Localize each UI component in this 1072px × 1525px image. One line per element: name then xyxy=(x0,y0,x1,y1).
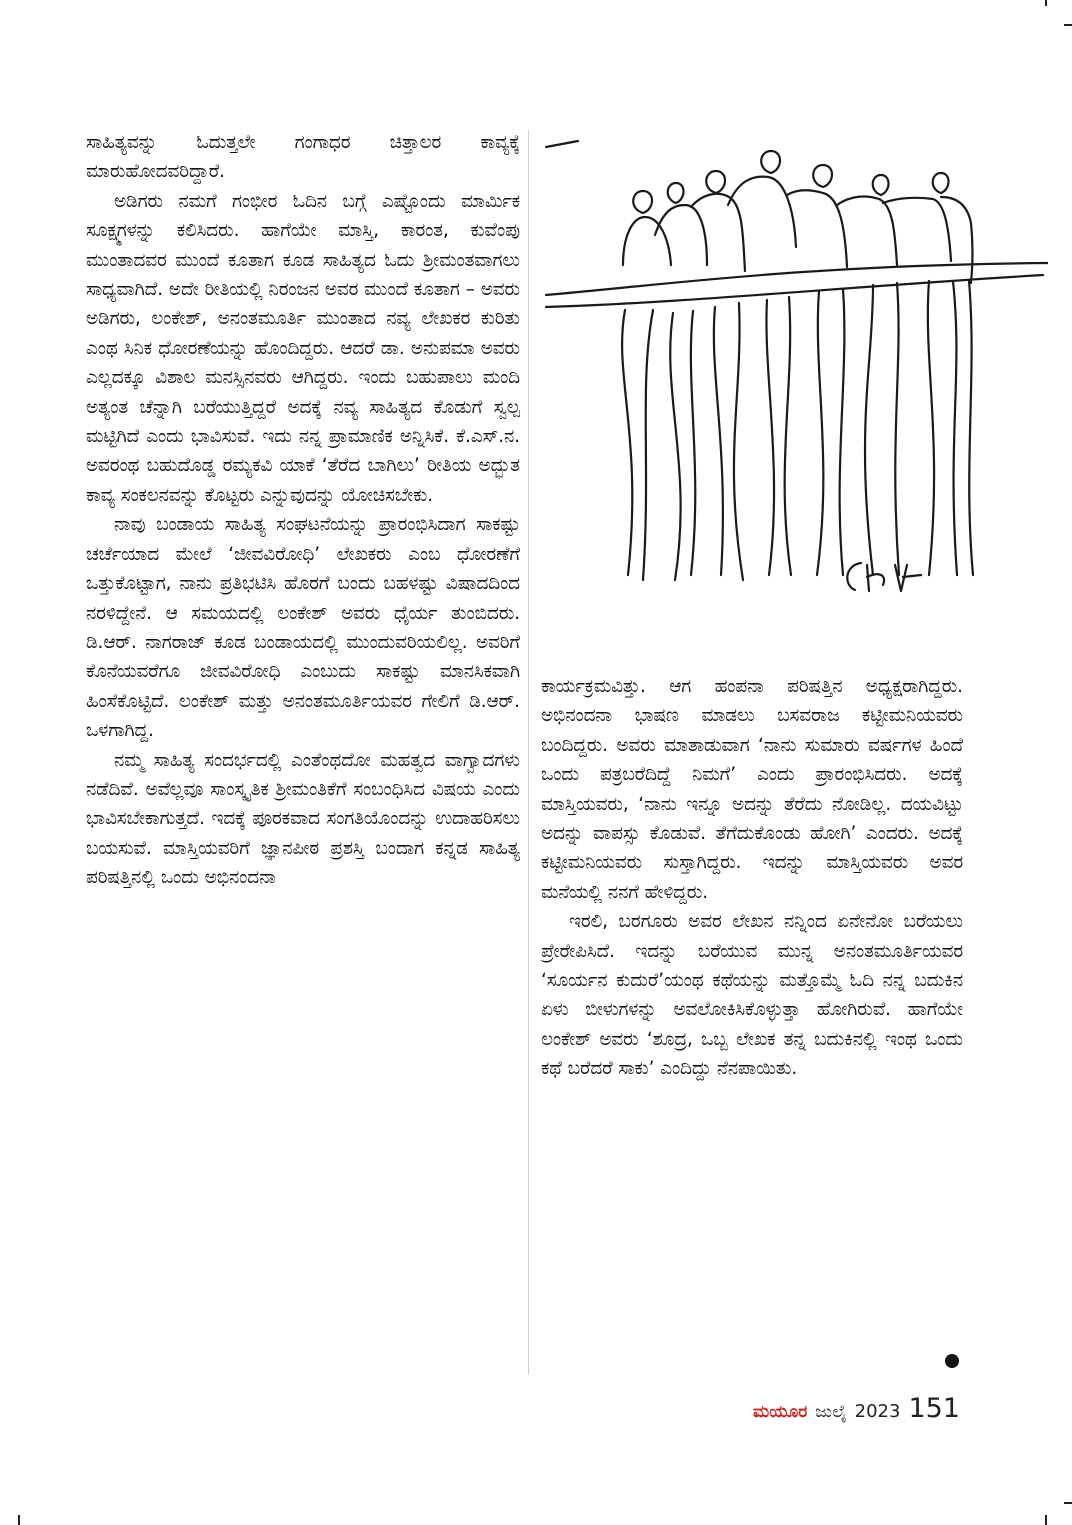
paragraph: ಕಾರ್ಯಕ್ರಮವಿತ್ತು. ಆಗ ಹಂಪನಾ ಪರಿಷತ್ತಿನ ಅಧ್ಯಕ್ಷರಾಗಿದ್ದರು. ಅಭಿನಂದನಾ ಭಾಷಣ ಮಾಡಲು ಬಸವರಾಜ ಕಟ್ಟೀಮನಿಯವರು ಬಂದಿದ್ದರು. ಅವರು ಮಾತಾಡುವಾಗ ‘ನಾನು ಸುಮಾರು ವರ್ಷಗಳ ಹಿಂದೆ ಒಂದು ಪತ್ರಬರೆದಿದ್ದೆ ನಿಮಗೆ’ ಎಂದು ಪ್ರಾರಂಭಿಸಿದರು. ಅದಕ್ಕೆ ಮಾಸ್ತಿಯವರು, ‘ನಾನು ಇನ್ನೂ ಅದನ್ನು ತೆರೆದು ನೋಡಿಲ್ಲ. ದಯವಿಟ್ಟು ಅದನ್ನು ವಾಪಸ್ಸು ಕೊಡುವೆ. ತೆಗೆದುಕೊಂಡು ಹೋಗಿ’ ಎಂದರು. ಅದಕ್ಕೆ ಕಟ್ಟೀಮನಿಯವರು ಸುಸ್ತಾಗಿದ್ದರು. ಇದನ್ನು ಮಾಸ್ತಿಯವರು ಅವರ ಮನೆಯಲ್ಲಿ ನನಗೆ ಹೇಳಿದ್ದರು. xyxy=(541,676,963,903)
issue-month: ಜುಲೈ xyxy=(815,1402,847,1422)
right-column xyxy=(541,672,963,1084)
left-column xyxy=(86,128,520,893)
paragraph: ನಮ್ಮ ಸಾಹಿತ್ಯ ಸಂದರ್ಭದಲ್ಲಿ ಎಂತೆಂಥದೋ ಮಹತ್ವದ ವಾಗ್ವಾದಗಳು ನಡೆದಿವೆ. ಅವೆಲ್ಲವೂ ಸಾಂಸ್ಕೃತಿಕ ಶ್ರೀಮಂತಿಕೆಗೆ ಸಂಬಂಧಿಸಿದ ವಿಷಯ ಎಂದು ಭಾವಿಸಬೇಕಾಗುತ್ತದೆ. ಇದಕ್ಕೆ ಪೂರಕವಾದ ಸಂಗತಿಯೊಂದನ್ನು ಉದಾಹರಿಸಲು ಬಯಸುವೆ. ಮಾಸ್ತಿಯವರಿಗೆ ಜ್ಞಾನಪೀಠ ಪ್ರಶಸ್ತಿ ಬಂದಾಗ ಕನ್ನಡ ಸಾಹಿತ್ಯ ಪರಿಷತ್ತಿನಲ್ಲಿ ಒಂದು ಅಭಿನಂದನಾ xyxy=(86,749,520,889)
crop-mark xyxy=(1045,1515,1047,1525)
end-of-article-marker xyxy=(945,1354,959,1368)
paragraph: ಇರಲಿ, ಬರಗೂರು ಅವರ ಲೇಖನ ನನ್ನಿಂದ ಏನೇನೋ ಬರೆಯಲು ಪ್ರೇರೇಪಿಸಿದೆ. ಇದನ್ನು ಬರೆಯುವ ಮುನ್ನ ಅನಂತಮೂರ್ತಿಯವರ ‘ಸೂರ್ಯನ ಕುದುರೆ’ಯಂಥ ಕಥೆಯನ್ನು ಮತ್ತೊಮ್ಮೆ ಓದಿ ನನ್ನ ಬದುಕಿನ ಏಳು ಬೀಳುಗಳನ್ನು ಅವಲೋಕಿಸಿಕೊಳ್ಳುತ್ತಾ ಹೋಗಿರುವೆ. ಹಾಗೆಯೇ ಲಂಕೇಶ್ ಅವರು ‘ಶೂದ್ರ, ಒಬ್ಬ ಲೇಖಕ ತನ್ನ ಬದುಕಿನಲ್ಲಿ ಇಂಥ ಒಂದು ಕಥೆ ಬರೆದರೆ ಸಾಕು’ ಎಂದಿದ್ದು ನೆನಪಾಯಿತು. xyxy=(541,911,963,1080)
magazine-logo: ಮಯೂರ xyxy=(753,1402,808,1422)
page-footer xyxy=(753,1393,960,1424)
paragraph: ನಾವು ಬಂಡಾಯ ಸಾಹಿತ್ಯ ಸಂಘಟನೆಯನ್ನು ಪ್ರಾರಂಭಿಸಿದಾಗ ಸಾಕಷ್ಟು ಚರ್ಚೆಯಾದ ಮೇಲೆ ‘ಜೀವವಿರೋಧಿ’ ಲೇಖಕರು ಎಂಬ ಧೋರಣೆಗೆ ಒತ್ತುಕೊಟ್ಟಾಗ, ನಾನು ಪ್ರತಿಭಟಿಸಿ ಹೊರಗೆ ಬಂದು ಬಹಳಷ್ಟು ವಿಷಾದದಿಂದ ನರಳಿದ್ದೇನೆ. ಆ ಸಮಯದಲ್ಲಿ ಲಂಕೇಶ್ ಅವರು ಧೈರ್ಯ ತುಂಬಿದರು. ಡಿ.ಆರ್. ನಾಗರಾಜ್ ಕೂಡ ಬಂಡಾಯದಲ್ಲಿ ಮುಂದುವರಿಯಲಿಲ್ಲ. ಅವರಿಗೆ ಕೊನೆಯವರೆಗೂ ಜೀವವಿರೋಧಿ ಎಂಬುದು ಸಾಕಷ್ಟು ಮಾನಸಿಕವಾಗಿ ಹಿಂಸೆಕೊಟ್ಟಿದೆ. ಲಂಕೇಶ್ ಮತ್ತು ಅನಂತಮೂರ್ತಿಯವರ ಗೇಲಿಗೆ ಡಿ.ಆರ್. ಒಳಗಾಗಿದ್ದ. xyxy=(86,514,520,742)
paragraph: ಅಡಿಗರು ನಮಗೆ ಗಂಭೀರ ಓದಿನ ಬಗ್ಗೆ ಎಷ್ಟೊಂದು ಮಾರ್ಮಿಕ ಸೂಕ್ಷ್ಮಗಳನ್ನು ಕಲಿಸಿದರು. ಹಾಗೆಯೇ ಮಾಸ್ತಿ, ಕಾರಂತ, ಕುವೆಂಪು ಮುಂತಾದವರ ಮುಂದೆ ಕೂತಾಗ ಕೂಡ ಸಾಹಿತ್ಯದ ಓದು ಶ್ರೀಮಂತವಾಗಲು ಸಾಧ್ಯವಾಗಿದೆ. ಅದೇ ರೀತಿಯಲ್ಲಿ ನಿರಂಜನ ಅವರ ಮುಂದೆ ಕೂತಾಗ – ಅವರು ಅಡಿಗರು, ಲಂಕೇಶ್, ಅನಂತಮೂರ್ತಿ ಮುಂತಾದ ನವ್ಯ ಲೇಖಕರ ಕುರಿತು ಎಂಥ ಸಿನಿಕ ಧೋರಣೆಯನ್ನು ಹೊಂದಿದ್ದರು. ಆದರೆ ಡಾ. ಅನುಪಮಾ ಅವರು ಎಲ್ಲದಕ್ಕೂ ವಿಶಾಲ ಮನಸ್ಸಿನವರು ಆಗಿದ್ದರು. ಇಂದು ಬಹುಪಾಲು ಮಂದಿ ಅತ್ಯಂತ ಚೆನ್ನಾಗಿ ಬರೆಯುತ್ತಿದ್ದರೆ ಅದಕ್ಕೆ ನವ್ಯ ಸಾಹಿತ್ಯದ ಕೊಡುಗೆ ಸ್ವಲ್ಪ ಮಟ್ಟಿಗಿದೆ ಎಂದು ಭಾವಿಸುವೆ. ಇದು ನನ್ನ ಪ್ರಾಮಾಣಿಕ ಅನ್ನಿಸಿಕೆ. ಕೆ.ಎಸ್.ನ. ಅವರಂಥ ಬಹುದೊಡ್ಡ ರಮ್ಯಕವಿ ಯಾಕೆ ‘ತೆರೆದ ಬಾಗಿಲು’ ರೀತಿಯ ಅದ್ಭುತ ಕಾವ್ಯ ಸಂಕಲನವನ್ನು ಕೊಟ್ಟರು ಎನ್ನುವುದನ್ನು ಯೋಚಿಸಬೇಕು. xyxy=(86,190,520,506)
crop-mark xyxy=(1045,0,1047,6)
issue-year: 2023 xyxy=(854,1401,901,1422)
crop-mark xyxy=(1064,24,1072,26)
crop-mark xyxy=(18,1515,20,1525)
sketch-illustration xyxy=(543,135,1048,605)
page-number: 151 xyxy=(908,1393,960,1424)
paragraph: ಸಾಹಿತ್ಯವನ್ನು ಓದುತ್ತಲೇ ಗಂಗಾಧರ ಚಿತ್ತಾಲರ ಕಾವ್ಯಕ್ಕೆ ಮಾರುಹೋದವರಿದ್ದಾರೆ. xyxy=(86,132,520,183)
crop-mark xyxy=(1064,1502,1072,1504)
column-divider xyxy=(528,130,529,1375)
